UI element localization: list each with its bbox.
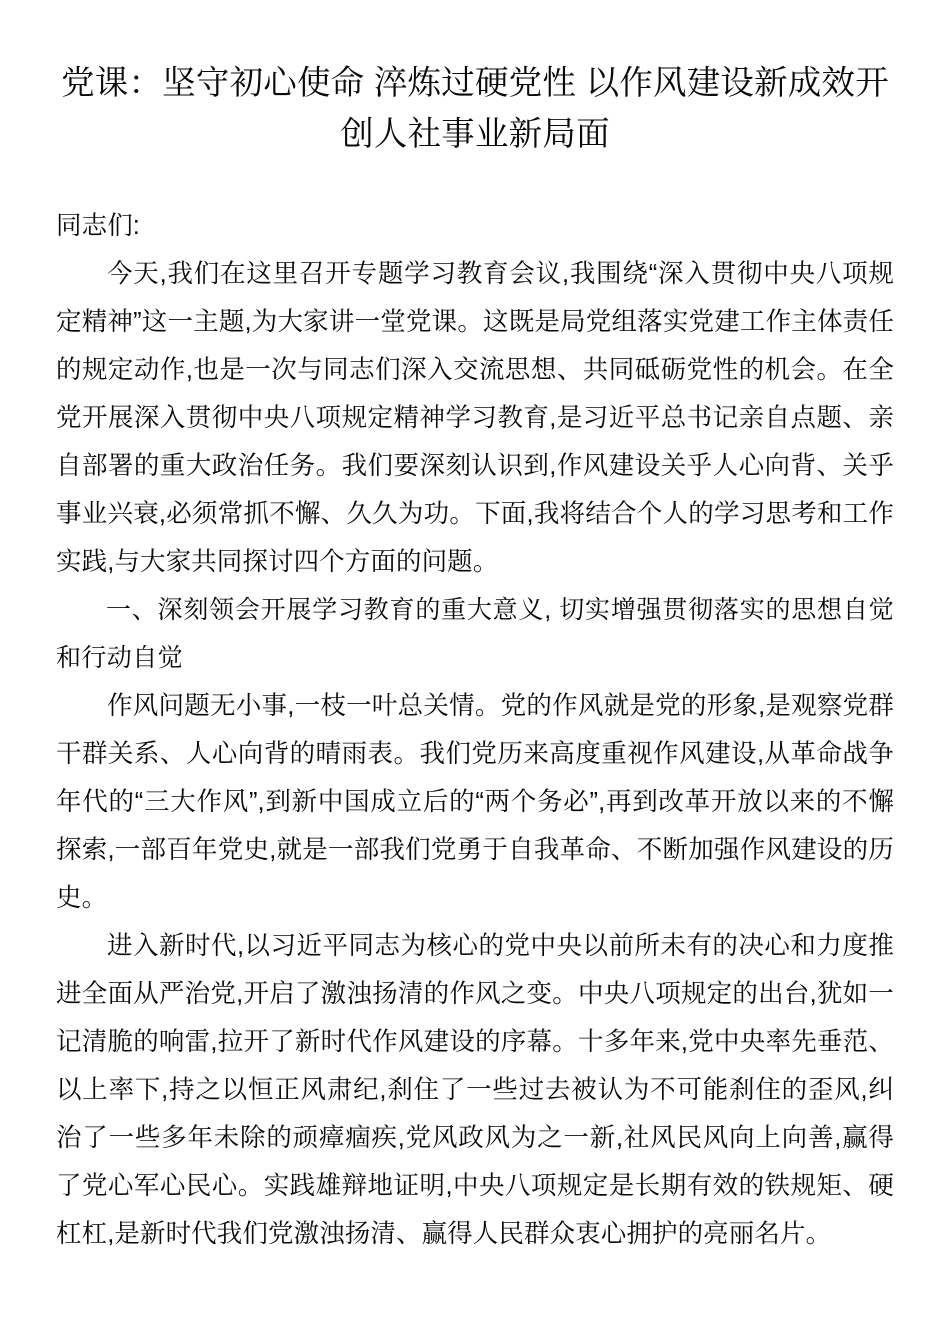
- page-title: 党课：坚守初心使命 淬炼过硬党性 以作风建设新成效开创人社事业新局面: [61, 65, 889, 153]
- section-heading-1: 一、深刻领会开展学习教育的重大意义, 切实增强贯彻落实的思想自觉和行动自觉: [56, 596, 894, 672]
- document-body: [56, 202, 894, 1258]
- paragraph-body-2: 进入新时代,以习近平同志为核心的党中央以前所未有的决心和力度推进全面从严治党,开启了激浊扬清的作风之变。中央八项规定的出台,犹如一记清脆的响雷,拉开了新时代作风建设的序幕。十多年来,党中央率先垂范、以上率下,持之以恒正风肃纪,刹住了一些过去被认为不可能刹住的歪风,纠治了一些多年未除的顽瘴痼疾,党风政风为之一新,社风民风向上向善,赢得了党心军心民心。实践雄辩地证明,中央八项规定是长期有效的铁规矩、硬杠杠,是新时代我们党激浊扬清、赢得人民群众衷心拥护的亮丽名片。: [56, 932, 894, 1248]
- paragraph-body-1: 作风问题无小事,一枝一叶总关情。党的作风就是党的形象,是观察党群干群关系、人心向背的晴雨表。我们党历来高度重视作风建设,从革命战争年代的“三大作风”,到新中国成立后的“两个务必”,再到改革开放以来的不懈探索,一部百年党史,就是一部我们党勇于自我革命、不断加强作风建设的历史。: [56, 692, 894, 912]
- salutation: 同志们:: [56, 212, 140, 240]
- paragraph-intro: 今天,我们在这里召开专题学习教育会议,我围绕“深入贯彻中央八项规定精神”这一主题,为大家讲一堂党课。这既是局党组落实党建工作主体责任的规定动作,也是一次与同志们深入交流思想、共同砥砺党性的机会。在全党开展深入贯彻中央八项规定精神学习教育,是习近平总书记亲自点题、亲自部署的重大政治任务。我们要深刻认识到,作风建设关乎人心向背、关乎事业兴衰,必须常抓不懈、久久为功。下面,我将结合个人的学习思考和工作实践,与大家共同探讨四个方面的问题。: [56, 260, 894, 576]
